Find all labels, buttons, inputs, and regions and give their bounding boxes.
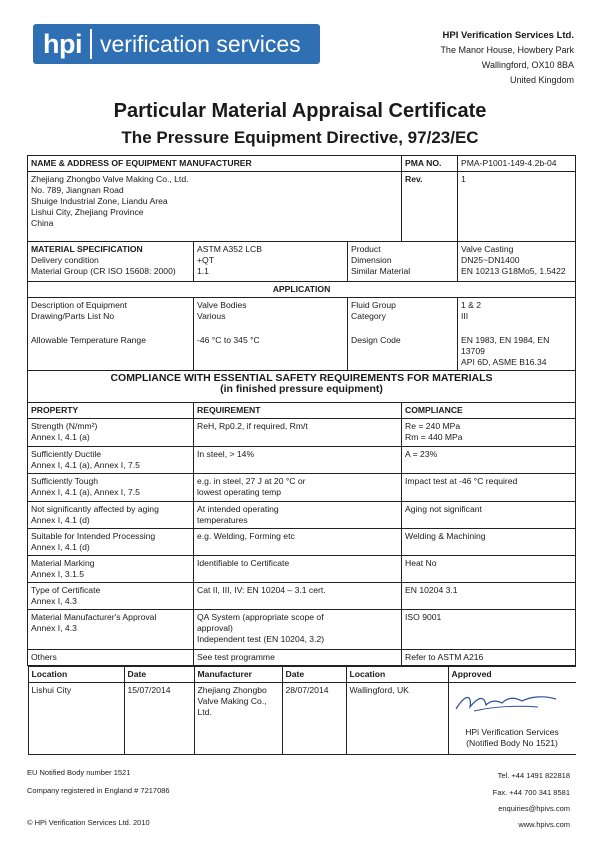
col-requirement: REQUIREMENT — [194, 403, 402, 419]
dimension-label: Dimension — [351, 255, 392, 265]
requirement-text: Cat II, III, IV: EN 10204 – 3.1 cert. — [197, 585, 326, 595]
requirement-text: In steel, > 14% — [197, 449, 255, 459]
signoff-date2-label: Date — [282, 667, 346, 683]
requirement-text: e.g. in steel, 27 J at 20 °C or — [197, 476, 306, 486]
property-ref: Annex I, 4.1 (a) — [31, 432, 90, 442]
application-labels — [28, 298, 194, 371]
compliance-text: Impact test at -46 °C required — [405, 476, 518, 486]
compliance-text: Aging not significant — [405, 504, 482, 514]
footer-notified: EU Notified Body number 1521 — [27, 768, 131, 777]
table-row — [28, 529, 576, 556]
footer-copyright: © HPi Verification Services Ltd. 2010 — [27, 818, 150, 827]
table-row — [28, 583, 576, 610]
similar-label: Similar Material — [351, 266, 411, 276]
col-property: PROPERTY — [28, 403, 194, 419]
footer-registered: Company registered in England # 7217086 — [27, 786, 170, 795]
requirement-text: ReH, Rp0.2, if required, Rm/t — [197, 421, 308, 431]
material-spec-label: MATERIAL SPECIFICATION — [31, 244, 143, 254]
material-group-label: Material Group (CR ISO 15608: 2000) — [31, 266, 176, 276]
signoff-location2-label: Location — [346, 667, 448, 683]
property-text: Material Marking — [31, 558, 95, 568]
compliance-text: Re = 240 MPa — [405, 421, 461, 431]
signoff-approved-label: Approved — [448, 667, 576, 683]
requirement-text: Identifiable to Certificate — [197, 558, 290, 568]
compliance-text: A = 23% — [405, 449, 438, 459]
company-address — [440, 28, 574, 88]
signoff-location-label: Location — [28, 667, 124, 683]
category-label: Category — [351, 311, 386, 321]
property-ref: Annex I, 4.3 — [31, 596, 77, 606]
approved-by-1: HPi Verification Services — [465, 727, 559, 737]
fluid-values — [458, 298, 576, 371]
signoff-date-value: 15/07/2014 — [124, 683, 194, 755]
drawing-value: Various — [197, 311, 226, 321]
temp-value: -46 °C to 345 °C — [197, 335, 260, 345]
others-property: Others — [28, 650, 194, 666]
others-requirement: See test programme — [194, 650, 402, 666]
signature-image — [452, 689, 562, 715]
compliance-text-2: Rm = 440 MPa — [405, 432, 463, 442]
company-name: HPI Verification Services Ltd. — [442, 30, 574, 41]
compliance-title: COMPLIANCE WITH ESSENTIAL SAFETY REQUIREMENTS FOR MATERIALS — [110, 372, 493, 384]
compliance-text: EN 10204 3.1 — [405, 585, 458, 595]
footer-tel: Tel. +44 1491 822818 — [497, 771, 570, 780]
footer-email[interactable]: enquiries@hpivs.com — [498, 804, 570, 813]
spec-value: ASTM A352 LCB — [197, 244, 262, 254]
table-row — [28, 556, 576, 583]
table-row — [28, 610, 576, 650]
requirement-text-2: lowest operating temp — [197, 487, 282, 497]
rev-label: Rev. — [402, 172, 458, 242]
approval-req-3: Independent test (EN 10204, 3.2) — [197, 634, 325, 644]
property-text: Suitable for Intended Processing — [31, 531, 156, 541]
col-compliance: COMPLIANCE — [402, 403, 576, 419]
logo-hpi: hpi — [43, 28, 82, 59]
product-label: Product — [351, 244, 381, 254]
signoff-manufacturer-2: Valve Making Co., — [197, 696, 267, 706]
pma-label: PMA NO. — [402, 156, 458, 172]
manufacturer-addr-3: Lishui City, Zhejiang Province — [31, 207, 144, 217]
certificate-table — [27, 155, 576, 755]
signoff-date2-value: 28/07/2014 — [282, 683, 346, 755]
signoff-location2-value: Wallingford, UK — [346, 683, 448, 755]
signoff-manufacturer-3: Ltd. — [197, 707, 212, 717]
property-text: Sufficiently Ductile — [31, 449, 102, 459]
desc-label: Description of Equipment — [31, 300, 128, 310]
approval-req-2: approval) — [197, 623, 233, 633]
address-line-1: The Manor House, Howbery Park — [440, 45, 574, 55]
property-text: Not significantly affected by aging — [31, 504, 159, 514]
pma-value: PMA-P1001-149-4.2b-04 — [458, 156, 576, 172]
property-text: Strength (N/mm²) — [31, 421, 98, 431]
material-spec-labels — [28, 242, 194, 282]
certificate-title: Particular Material Appraisal Certificate — [113, 100, 487, 122]
address-line-2: Wallingford, OX10 8BA — [481, 60, 574, 70]
approval-property: Material Manufacturer's Approval — [31, 612, 157, 622]
manufacturer-addr-1: No. 789, Jiangnan Road — [31, 185, 124, 195]
fluid-labels — [348, 298, 458, 371]
fluid-label: Fluid Group — [351, 300, 396, 310]
design-label: Design Code — [351, 335, 401, 345]
property-text: Type of Certificate — [31, 585, 101, 595]
compliance-header — [28, 371, 576, 403]
design-value-1: EN 1983, EN 1984, EN 13709 — [461, 335, 550, 356]
manufacturer-address — [28, 172, 402, 242]
signoff-approved — [448, 683, 576, 755]
table-row — [28, 447, 576, 474]
signoff-table — [28, 666, 576, 755]
compliance-text: Welding & Machining — [405, 531, 486, 541]
property-ref: Annex I, 4.1 (d) — [31, 515, 90, 525]
property-text: Sufficiently Tough — [31, 476, 99, 486]
material-spec-values — [194, 242, 348, 282]
approval-req-1: QA System (appropriate scope of — [197, 612, 324, 622]
application-header: APPLICATION — [28, 282, 576, 298]
category-value: III — [461, 311, 469, 321]
property-ref: Annex I, 3.1.5 — [31, 569, 85, 579]
logo-text: verification services — [100, 30, 301, 57]
footer-web[interactable]: www.hpivs.com — [518, 820, 570, 829]
group-value: 1.1 — [197, 266, 209, 276]
signoff-date-label: Date — [124, 667, 194, 683]
delivery-label: Delivery condition — [31, 255, 99, 265]
compliance-text: Heat No — [405, 558, 437, 568]
approved-by-2: (Notified Body No 1521) — [466, 738, 558, 748]
compliance-subtitle: (in finished pressure equipment) — [220, 383, 383, 395]
temp-label: Allowable Temperature Range — [31, 335, 146, 345]
product-labels — [348, 242, 458, 282]
requirement-text-2: temperatures — [197, 515, 248, 525]
property-ref: Annex I, 4.1 (d) — [31, 542, 90, 552]
table-row — [28, 502, 576, 529]
property-ref: Annex I, 4.1 (a), Annex I, 7.5 — [31, 460, 140, 470]
certificate-subtitle: The Pressure Equipment Directive, 97/23/EC — [121, 128, 479, 147]
product-values — [458, 242, 576, 282]
delivery-value: +QT — [197, 255, 214, 265]
dimension-value: DN25~DN1400 — [461, 255, 520, 265]
others-compliance: Refer to ASTM A216 — [402, 650, 576, 666]
manufacturer-addr-2: Shuige Industrial Zone, Liandu Area — [31, 196, 168, 206]
manufacturer-name: Zhejiang Zhongbo Valve Making Co., Ltd. — [31, 174, 189, 184]
desc-value: Valve Bodies — [197, 300, 247, 310]
address-line-3: United Kingdom — [509, 75, 574, 85]
rev-value: 1 — [458, 172, 576, 242]
drawing-label: Drawing/Parts List No — [31, 311, 115, 321]
table-row — [28, 474, 576, 502]
signoff-manufacturer-1: Zhejiang Zhongbo — [197, 685, 267, 695]
signoff-manufacturer-label: Manufacturer — [194, 667, 282, 683]
approval-ref: Annex I, 4.3 — [31, 623, 77, 633]
product-value: Valve Casting — [461, 244, 514, 254]
footer-fax: Fax. +44 700 341 8581 — [492, 788, 570, 797]
signoff-location-value: Lishui City — [28, 683, 124, 755]
design-value-2: API 6D, ASME B16.34 — [461, 357, 547, 367]
signoff-manufacturer — [194, 683, 282, 755]
similar-value: EN 10213 G18Mo5, 1.5422 — [461, 266, 566, 276]
requirement-text: At intended operating — [197, 504, 279, 514]
fluid-value: 1 & 2 — [461, 300, 482, 310]
company-logo — [33, 24, 320, 64]
property-ref: Annex I, 4.1 (a), Annex I, 7.5 — [31, 487, 140, 497]
logo-separator — [90, 29, 92, 59]
table-row — [28, 650, 576, 666]
application-values — [194, 298, 348, 371]
manufacturer-addr-4: China — [31, 218, 54, 228]
requirement-text: e.g. Welding, Forming etc — [197, 531, 295, 541]
manufacturer-label: NAME & ADDRESS OF EQUIPMENT MANUFACTURER — [28, 156, 402, 172]
approval-compliance: ISO 9001 — [405, 612, 442, 622]
table-row — [28, 419, 576, 447]
